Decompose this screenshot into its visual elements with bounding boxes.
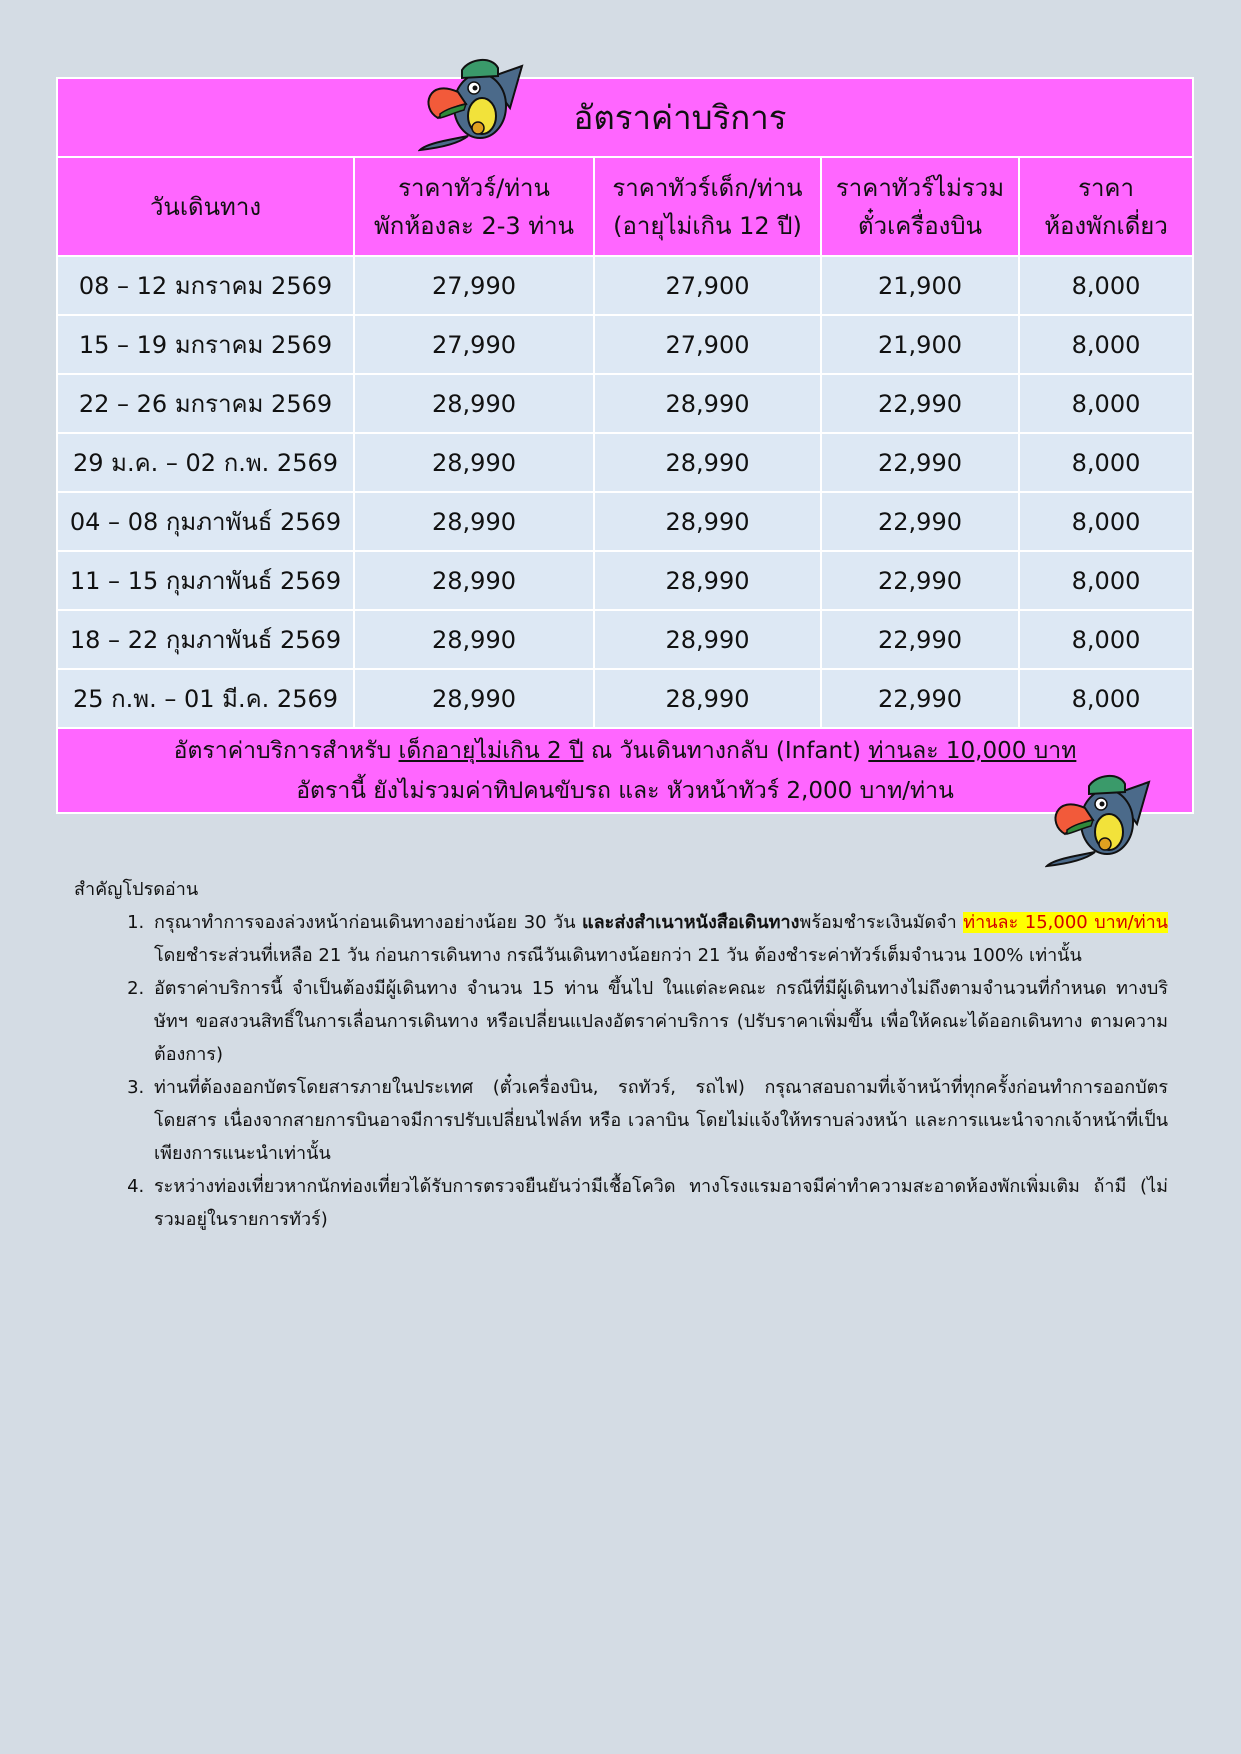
header-no-flight-line1: ราคาทัวร์ไม่รวม bbox=[835, 173, 1005, 202]
note1-text-b: พร้อมชำระเงินมัดจำ bbox=[799, 912, 964, 933]
child-price-cell: 28,990 bbox=[594, 551, 821, 610]
table-note bbox=[57, 728, 1193, 813]
no-flight-price-cell: 22,990 bbox=[821, 610, 1019, 669]
table-row bbox=[57, 315, 1193, 374]
adult-price-cell: 28,990 bbox=[354, 492, 594, 551]
table-row bbox=[57, 492, 1193, 551]
date-cell: 04 – 08 กุมภาพันธ์ 2569 bbox=[57, 492, 354, 551]
list-item: 4. ระหว่างท่องเที่ยวหากนักท่องเที่ยวได้รับการตรวจยืนยันว่ามีเชื้อโควิด ทางโรงแรมอาจมีค่าทำความสะอาดห้องพักเพิ่มเติม ถ้ามี (ไม่รวมอยู่ในรายการทัวร์) bbox=[150, 1170, 1168, 1236]
single-room-price-cell: 8,000 bbox=[1019, 669, 1193, 728]
adult-price-cell: 27,990 bbox=[354, 315, 594, 374]
adult-price-cell: 28,990 bbox=[354, 433, 594, 492]
table-note-row bbox=[57, 728, 1193, 813]
toucan-mascot-icon bbox=[1045, 764, 1155, 869]
no-flight-price-cell: 21,900 bbox=[821, 256, 1019, 315]
note1-text-a: กรุณาทำการจองล่วงหน้าก่อนเดินทางอย่างน้อย 30 วัน bbox=[154, 912, 583, 933]
table-title-row bbox=[57, 78, 1193, 157]
date-cell: 15 – 19 มกราคม 2569 bbox=[57, 315, 354, 374]
table-title-text: อัตราค่าบริการ bbox=[573, 98, 787, 137]
toucan-mascot-icon bbox=[418, 48, 528, 153]
single-room-price-cell: 8,000 bbox=[1019, 610, 1193, 669]
no-flight-price-cell: 22,990 bbox=[821, 374, 1019, 433]
child-price-cell: 27,900 bbox=[594, 256, 821, 315]
header-date-label: วันเดินทาง bbox=[149, 192, 262, 221]
child-price-cell: 27,900 bbox=[594, 315, 821, 374]
infant-note-age: เด็กอายุไม่เกิน 2 ปี bbox=[398, 737, 584, 764]
child-price-cell: 28,990 bbox=[594, 433, 821, 492]
adult-price-cell: 27,990 bbox=[354, 256, 594, 315]
no-flight-price-cell: 22,990 bbox=[821, 669, 1019, 728]
header-single-line1: ราคา bbox=[1078, 173, 1134, 202]
note1-bold: และส่งสำเนาหนังสือเดินทาง bbox=[582, 912, 800, 933]
list-item: 2. อัตราค่าบริการนี้ จำเป็นต้องมีผู้เดินทาง จำนวน 15 ท่าน ขึ้นไป ในแต่ละคณะ กรณีที่มีผู้เดินทางไม่ถึงตามจำนวนที่กำหนด ทางบริษัทฯ ขอสงวนสิทธิ์ในการเลื่อนการเดินทาง หรือเปลี่ยนแปลงอัตราค่าบริการ (ปรับราคาเพิ่มขึ้น เพื่อให้คณะได้ออกเดินทาง ตามความต้องการ) bbox=[150, 972, 1168, 1071]
header-child-line2: (อายุไม่เกิน 12 ปี) bbox=[613, 211, 802, 240]
infant-note-price: ท่านละ 10,000 บาท bbox=[868, 737, 1077, 764]
child-price-cell: 28,990 bbox=[594, 610, 821, 669]
single-room-price-cell: 8,000 bbox=[1019, 374, 1193, 433]
header-single bbox=[1019, 157, 1193, 256]
child-price-cell: 28,990 bbox=[594, 669, 821, 728]
header-child-line1: ราคาทัวร์เด็ก/ท่าน bbox=[612, 173, 803, 202]
no-flight-price-cell: 21,900 bbox=[821, 315, 1019, 374]
single-room-price-cell: 8,000 bbox=[1019, 433, 1193, 492]
header-adult-line2: พักห้องละ 2-3 ท่าน bbox=[373, 211, 575, 240]
child-price-cell: 28,990 bbox=[594, 492, 821, 551]
no-flight-price-cell: 22,990 bbox=[821, 433, 1019, 492]
tip-note: อัตรานี้ ยังไม่รวมค่าทิปคนขับรถ และ หัวหน้าทัวร์ 2,000 บาท/ท่าน bbox=[296, 777, 954, 804]
notes-title: สำคัญโปรดอ่าน bbox=[74, 879, 199, 900]
list-item bbox=[150, 906, 1168, 972]
note1-text-c: โดยชำระส่วนที่เหลือ 21 วัน ก่อนการเดินทาง กรณีวันเดินทางน้อยกว่า 21 วัน ต้องชำระค่าทัวร์เต็มจำนวน 100% เท่านั้น bbox=[154, 945, 1082, 966]
date-cell: 11 – 15 กุมภาพันธ์ 2569 bbox=[57, 551, 354, 610]
no-flight-price-cell: 22,990 bbox=[821, 551, 1019, 610]
table-row bbox=[57, 551, 1193, 610]
note1-highlight: ท่านละ 15,000 บาท/ท่าน bbox=[963, 912, 1168, 933]
table-title bbox=[57, 78, 1193, 157]
single-room-price-cell: 8,000 bbox=[1019, 492, 1193, 551]
child-price-cell: 28,990 bbox=[594, 374, 821, 433]
adult-price-cell: 28,990 bbox=[354, 374, 594, 433]
header-date bbox=[57, 157, 354, 256]
adult-price-cell: 28,990 bbox=[354, 551, 594, 610]
notes-list bbox=[74, 906, 1168, 1236]
header-no-flight bbox=[821, 157, 1019, 256]
price-table bbox=[56, 77, 1194, 814]
header-child bbox=[594, 157, 821, 256]
header-no-flight-line2: ตั๋วเครื่องบิน bbox=[858, 211, 982, 240]
date-cell: 22 – 26 มกราคม 2569 bbox=[57, 374, 354, 433]
table-header-row bbox=[57, 157, 1193, 256]
adult-price-cell: 28,990 bbox=[354, 669, 594, 728]
infant-note-middle: ณ วันเดินทางกลับ (Infant) bbox=[583, 737, 869, 764]
table-row bbox=[57, 669, 1193, 728]
infant-note-prefix: อัตราค่าบริการสำหรับ bbox=[173, 737, 399, 764]
table-row bbox=[57, 610, 1193, 669]
no-flight-price-cell: 22,990 bbox=[821, 492, 1019, 551]
date-cell: 25 ก.พ. – 01 มี.ค. 2569 bbox=[57, 669, 354, 728]
date-cell: 29 ม.ค. – 02 ก.พ. 2569 bbox=[57, 433, 354, 492]
single-room-price-cell: 8,000 bbox=[1019, 551, 1193, 610]
list-item: 3. ท่านที่ต้องออกบัตรโดยสารภายในประเทศ (ตั๋วเครื่องบิน, รถทัวร์, รถไฟ) กรุณาสอบถามที่เจ้าหน้าที่ทุกครั้งก่อนทำการออกบัตรโดยสาร เนื่องจากสายการบินอาจมีการปรับเปลี่ยนไฟล์ท หรือ เวลาบิน โดยไม่แจ้งให้ทราบล่วงหน้า และการแนะนำจากเจ้าหน้าที่เป็นเพียงการแนะนำเท่านั้น bbox=[150, 1071, 1168, 1170]
table-row bbox=[57, 256, 1193, 315]
date-cell: 08 – 12 มกราคม 2569 bbox=[57, 256, 354, 315]
single-room-price-cell: 8,000 bbox=[1019, 256, 1193, 315]
single-room-price-cell: 8,000 bbox=[1019, 315, 1193, 374]
date-cell: 18 – 22 กุมภาพันธ์ 2569 bbox=[57, 610, 354, 669]
header-single-line2: ห้องพักเดี่ยว bbox=[1044, 211, 1168, 240]
header-adult-line1: ราคาทัวร์/ท่าน bbox=[398, 173, 550, 202]
infant-note bbox=[58, 731, 1192, 771]
header-adult bbox=[354, 157, 594, 256]
important-notes bbox=[74, 873, 1168, 1236]
table-row bbox=[57, 374, 1193, 433]
table-row bbox=[57, 433, 1193, 492]
adult-price-cell: 28,990 bbox=[354, 610, 594, 669]
